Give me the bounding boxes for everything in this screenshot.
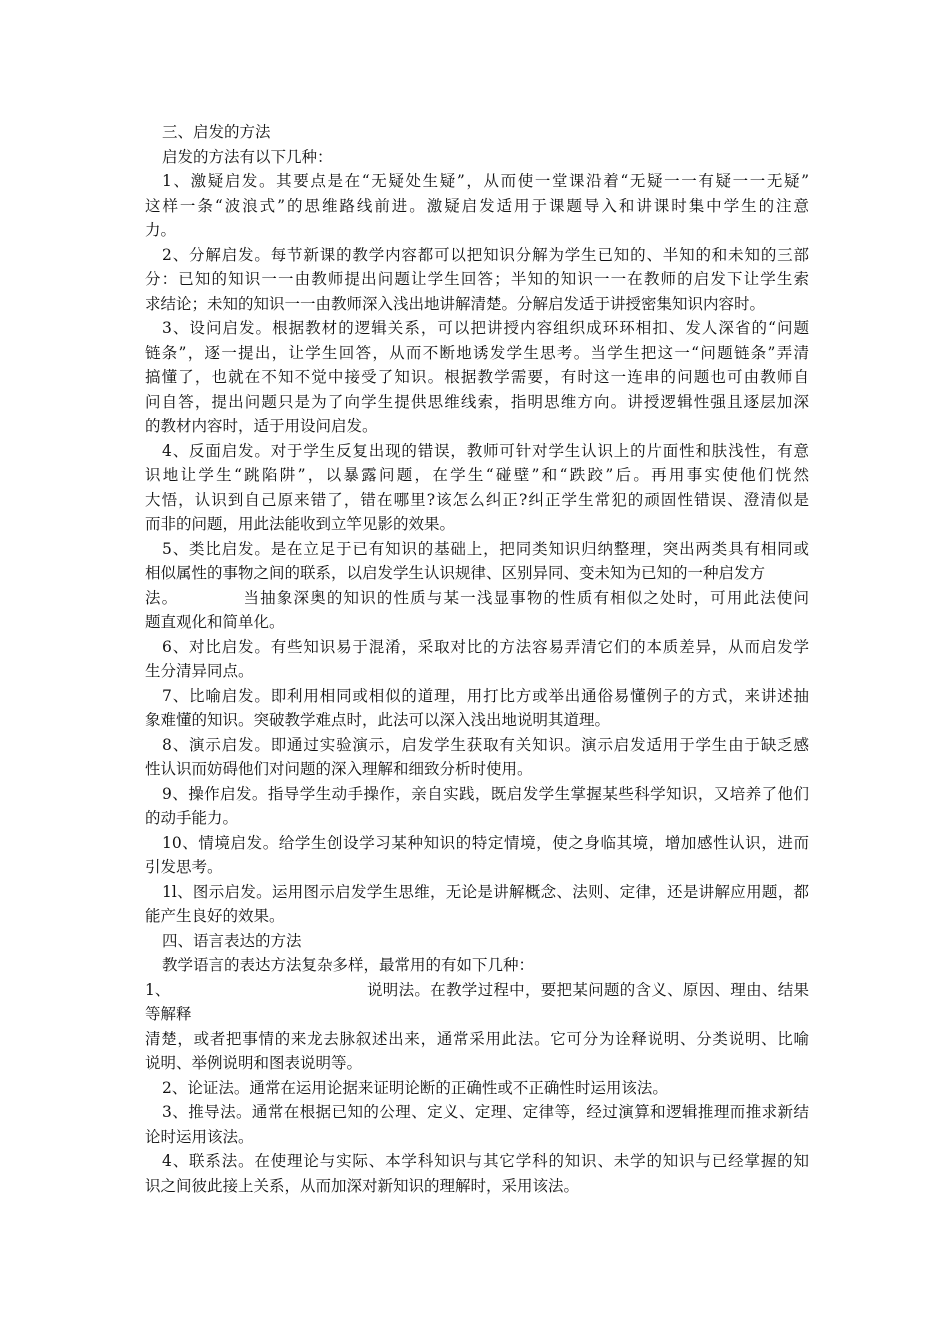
line-start: 法。 <box>145 588 179 607</box>
paragraph-line: 6、对比启发。有些知识易于混淆，采取对比的方法容易弄清它们的本质差异，从而启发学 <box>162 637 809 656</box>
paragraph-line: 4、反面启发。对于学生反复出现的错误，教师可针对学生认识上的片面性和肤浅性，有意 <box>162 441 809 460</box>
paragraph <box>145 782 809 831</box>
paragraph-line: 大悟，认识到自己原来错了，错在哪里?该怎么纠正?纠正学生常犯的顽固性错误、澄清似是 <box>145 490 809 509</box>
section4-items <box>145 1076 809 1199</box>
paragraph <box>145 831 809 880</box>
paragraph-line: 3、推导法。通常在根据已知的公理、定义、定理、定律等，经过演算和逻辑推理而推求新结 <box>162 1103 809 1121</box>
section-intro-3: 启发的方法有以下几种： <box>162 147 333 166</box>
section3-items <box>145 169 809 929</box>
paragraph-line: 题直观化和简单化。 <box>145 613 285 631</box>
paragraph-line: 2、论证法。通常在运用论据来证明论断的正确性或不正确性时运用该法。 <box>162 1078 668 1097</box>
paragraph-line: 性认识而妨碍他们对问题的深入理解和细致分析时使用。 <box>145 760 533 778</box>
section-intro-4: 教学语言的表达方法复杂多样，最常用的有如下几种： <box>162 956 535 974</box>
paragraph-line: 的教材内容时，适于用设问启发。 <box>145 417 378 435</box>
paragraph-explain-method <box>145 978 809 1003</box>
section-heading-3: 三、启发的方法 <box>162 123 271 141</box>
paragraph <box>145 635 809 684</box>
paragraph-line <box>145 586 809 611</box>
section-heading-4: 四、语言表达的方法 <box>162 931 302 950</box>
paragraph-line: 能产生良好的效果。 <box>145 907 285 925</box>
paragraph-line: 象难懂的知识。突破教学难点时，此法可以深入浅出地说明其道理。 <box>145 711 611 729</box>
paragraph-line: 生分清异同点。 <box>145 662 254 680</box>
paragraph <box>145 684 809 733</box>
document-page <box>145 120 809 1198</box>
paragraph <box>145 316 809 439</box>
paragraph-line: 相似属性的事物之间的联系，以启发学生认识规律、区别异同、变未知为已知的一种启发方 <box>145 564 766 582</box>
paragraph <box>145 1149 809 1198</box>
paragraph-line: 3、设问启发。根据教材的逻辑关系，可以把讲授内容组织成环环相扣、发人深省的“问题 <box>162 319 809 337</box>
paragraph-line: 10、情境启发。给学生创设学习某种知识的特定情境，使之身临其境，增加感性认识，进而 <box>162 833 809 852</box>
paragraph-line: 说明、举例说明和图表说明等。 <box>145 1054 363 1072</box>
paragraph-line: 搞懂了，也就在不知不觉中接受了知识。根据教学需要，有时这一连串的问题也可由教师自 <box>145 368 809 386</box>
paragraph-line: 的动手能力。 <box>145 809 239 827</box>
paragraph-line: 8、演示启发。即通过实验演示，启发学生获取有关知识。演示启发适用于学生由于缺乏感 <box>162 735 809 754</box>
paragraph-line: 问自答，提出问题只是为了向学生提供思维线索，指明思维方向。讲授逻辑性强且逐层加深 <box>145 392 809 411</box>
paragraph <box>145 169 809 243</box>
paragraph <box>145 880 809 929</box>
paragraph-line: 5、类比启发。是在立足于已有知识的基础上，把同类知识归纳整理，突出两类具有相同或 <box>162 539 809 558</box>
paragraph-line: 清楚，或者把事情的来龙去脉叙述出来，通常采用此法。它可分为诠释说明、分类说明、比喻 <box>145 1029 809 1048</box>
paragraph-line: 9、操作启发。指导学生动手操作，亲自实践，既启发学生掌握某些科学知识，又培养了他们 <box>162 784 809 803</box>
paragraph-line: 2、分解启发。每节新课的教学内容都可以把知识分解为学生已知的、半知的和未知的三部 <box>162 245 809 264</box>
paragraph-line: 等解释 <box>145 1005 192 1023</box>
paragraph-line: 力。 <box>145 221 177 239</box>
paragraph-line: 论时运用该法。 <box>145 1127 254 1146</box>
paragraph-line: 分：已知的知识一一由教师提出问题让学生回答；半知的知识一一在教师的启发下让学生索 <box>145 270 809 288</box>
line-rest: 当抽象深奥的知识的性质与某一浅显事物的性质有相似之处时，可用此法使问 <box>242 588 809 607</box>
paragraph-line: 引发思考。 <box>145 858 223 876</box>
paragraph-line: 7、比喻启发。即利用相同或相似的道理，用打比方或举出通俗易懂例子的方式，来讲述抽 <box>162 686 809 705</box>
paragraph <box>145 243 809 317</box>
paragraph-line: 而非的问题，用此法能收到立竿见影的效果。 <box>145 515 456 533</box>
paragraph <box>145 537 809 635</box>
paragraph-line: 说明法。在教学过程中，要把某问题的含义、原因、理由、结果 <box>367 980 809 999</box>
paragraph <box>145 439 809 537</box>
paragraph-line: 1、激疑启发。其要点是在“无疑处生疑”，从而使一堂课沿着“无疑一一有疑一一无疑” <box>162 172 809 190</box>
paragraph-line: 4、联系法。在使理论与实际、本学科知识与其它学科的知识、未学的知识与已经掌握的知 <box>162 1152 809 1170</box>
paragraph-line: 链条”，逐一提出，让学生回答，从而不断地诱发学生思考。当学生把这一“问题链条”弄清 <box>145 343 809 362</box>
paragraph <box>145 1076 809 1101</box>
paragraph <box>145 1100 809 1149</box>
paragraph-line: 识之间彼此接上关系，从而加深对新知识的理解时，采用该法。 <box>145 1176 580 1195</box>
paragraph-line: 1l、图示启发。运用图示启发学生思维，无论是讲解概念、法则、定律，还是讲解应用题，都 <box>162 882 809 901</box>
item-number: 1、 <box>145 980 171 999</box>
paragraph-line: 识地让学生“跳陷阱”，以暴露问题，在学生“碰壁”和“跌跤”后。再用事实使他们恍然 <box>145 466 809 484</box>
paragraph-line: 这样一条“波浪式”的思维路线前进。激疑启发适用于课题导入和讲课时集中学生的注意 <box>145 196 809 215</box>
paragraph-line: 求结论；未知的知识一一由教师深入浅出地讲解清楚。分解启发适于讲授密集知识内容时。 <box>145 294 766 313</box>
paragraph <box>145 733 809 782</box>
